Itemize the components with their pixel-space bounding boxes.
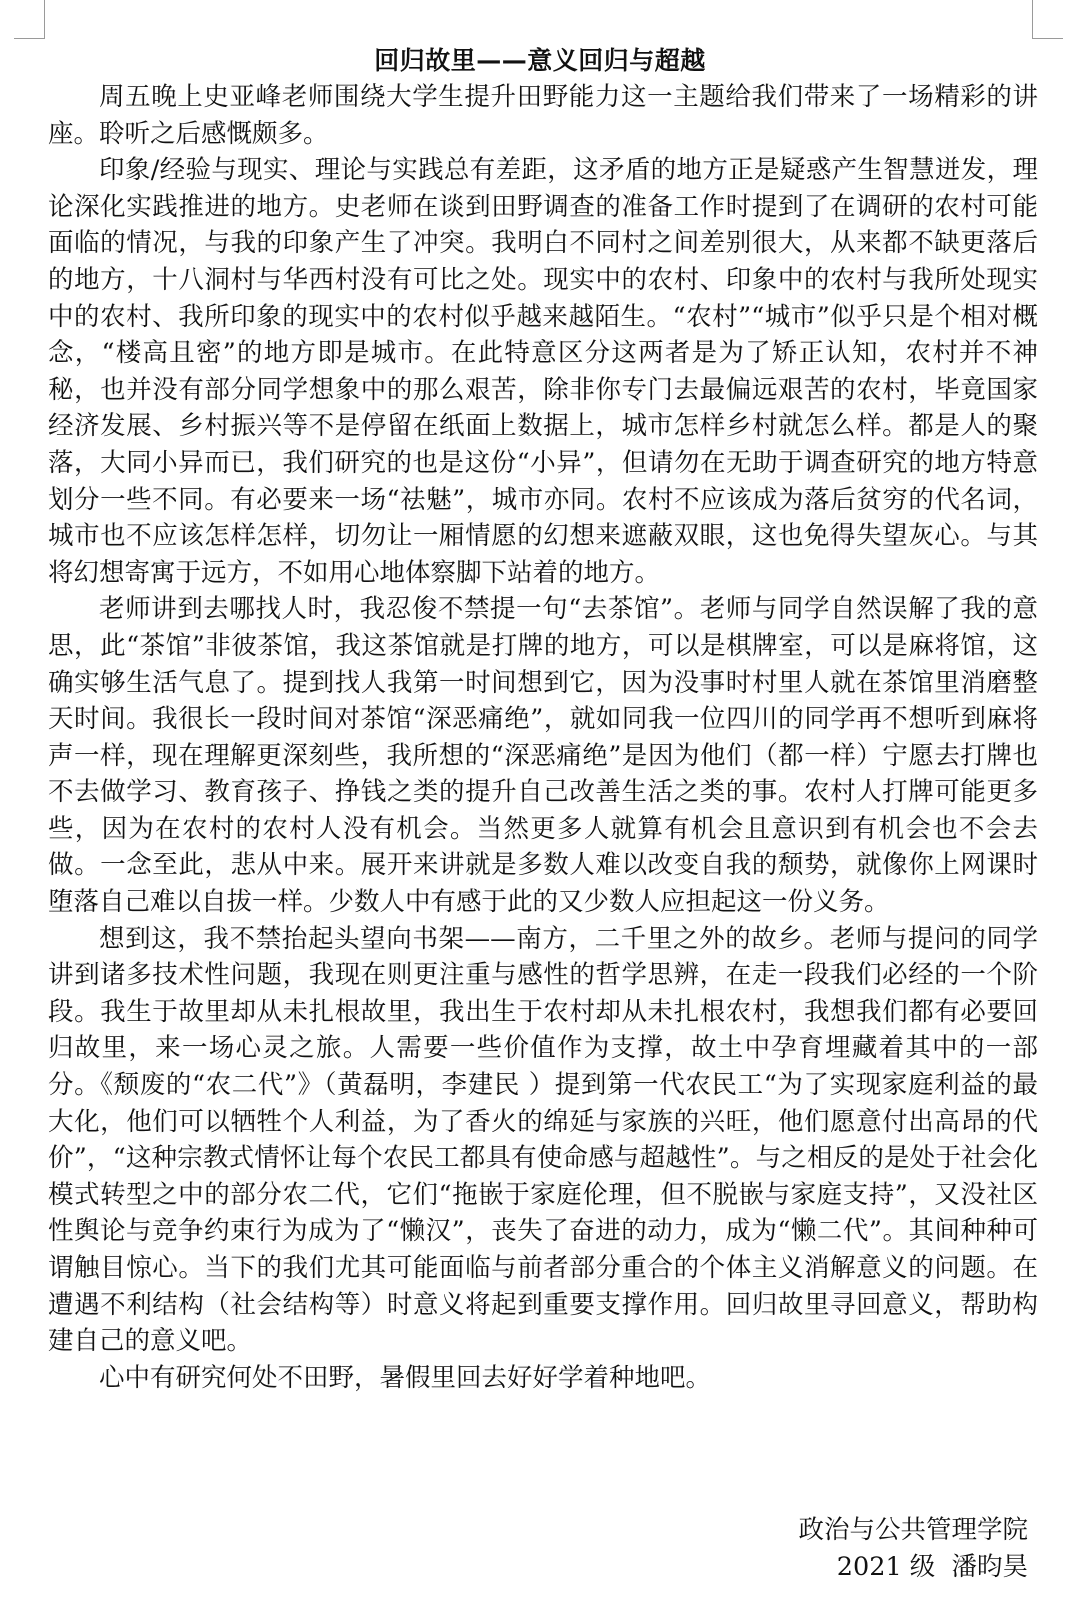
- paragraph-4: 想到这，我不禁抬起头望向书架——南方，二千里之外的故乡。老师与提问的同学讲到诸多技术性问题，我现在则更注重与感性的哲学思辨，在走一段我们必经的一个阶段。我生于故里却从未扎根故里，我出生于农村却从未扎根农村，我想我们都有必要回归故里，来一场心灵之旅。人需要一些价值作为支撑，故土中孕育埋藏着其中的一部分。《颓废的“农二代”》（黄磊明，李建民 ）提到第一代农民工“为了实现家庭利益的最大化，他们可以牺牲个人利益，为了香火的绵延与家族的兴旺，他们愿意付出高昂的代价”，“这种宗教式情怀让每个农民工都具有使命感与超越性”。与之相反的是处于社会化模式转型之中的部分农二代，它们“拖嵌于家庭伦理，但不脱嵌与家庭支持”，又没社区性舆论与竞争约束行为成为了“懒汉”，丧失了奋进的动力，成为“懒二代”。其间种种可谓触目惊心。当下的我们尤其可能面临与前者部分重合的个体主义消解意义的问题。在遭遇不利结构（社会结构等）时意义将起到重要支撑作用。回归故里寻回意义，帮助构建自己的意义吧。: [48, 923, 1038, 1357]
- signature-block: [798, 1512, 1028, 1585]
- document-title: 回归故里——意义回归与超越: [374, 46, 706, 75]
- crop-mark-top-right: [1032, 0, 1063, 39]
- document-body: [48, 79, 1038, 1396]
- crop-mark-top-left: [14, 0, 45, 39]
- signature-school: 政治与公共管理学院: [798, 1515, 1028, 1545]
- paragraph-3: 老师讲到去哪找人时，我忍俊不禁提一句“去茶馆”。老师与同学自然误解了我的意思，此“茶馆”非彼茶馆，我这茶馆就是打牌的地方，可以是棋牌室，可以是麻将馆，这确实够生活气息了。提到找人我第一时间想到它，因为没事时村里人就在茶馆里消磨整天时间。我很长一段时间对茶馆“深恶痛绝”，就如同我一位四川的同学再不想听到麻将声一样，现在理解更深刻些，我所想的“深恶痛绝”是因为他们（都一样）宁愿去打牌也不去做学习、教育孩子、挣钱之类的提升自己改善生活之类的事。农村人打牌可能更多些，因为在农村的农村人没有机会。当然更多人就算有机会且意识到有机会也不会去做。一念至此，悲从中来。展开来讲就是多数人难以改变自我的颓势，就像你上网课时堕落自己难以自拔一样。少数人中有感于此的又少数人应担起这一份义务。: [48, 594, 1038, 918]
- paragraph-2: 印象/经验与现实、理论与实践总有差距，这矛盾的地方正是疑惑产生智慧迸发，理论深化实践推进的地方。史老师在谈到田野调查的准备工作时提到了在调研的农村可能面临的情况，与我的印象产生了冲突。我明白不同村之间差别很大，从来都不缺更落后的地方，十八洞村与华西村没有可比之处。现实中的农村、印象中的农村与我所处现实中的农村、我所印象的现实中的农村似乎越来越陌生。“农村”“城市”似乎只是个相对概念，“楼高且密”的地方即是城市。在此特意区分这两者是为了矫正认知，农村并不神秘，也并没有部分同学想象中的那么艰苦，除非你专门去最偏远艰苦的农村，毕竟国家经济发展、乡村振兴等不是停留在纸面上数据上，城市怎样乡村就怎么样。都是人的聚落，大同小异而已，我们研究的也是这份“小异”，但请勿在无助于调查研究的地方特意划分一些不同。有必要来一场“祛魅”，城市亦同。农村不应该成为落后贫穷的代名词，城市也不应该怎样怎样，切勿让一厢情愿的幻想来遮蔽双眼，这也免得失望灰心。与其将幻想寄寓于远方，不如用心地体察脚下站着的地方。: [48, 155, 1038, 588]
- paragraph-5: 心中有研究何处不田野，暑假里回去好好学着种地吧。: [99, 1362, 712, 1393]
- paragraph-1: 周五晚上史亚峰老师围绕大学生提升田野能力这一主题给我们带来了一场精彩的讲座。聆听之后感慨颇多。: [48, 82, 1038, 149]
- signature-author: 2021 级 潘昀昊: [836, 1551, 1028, 1582]
